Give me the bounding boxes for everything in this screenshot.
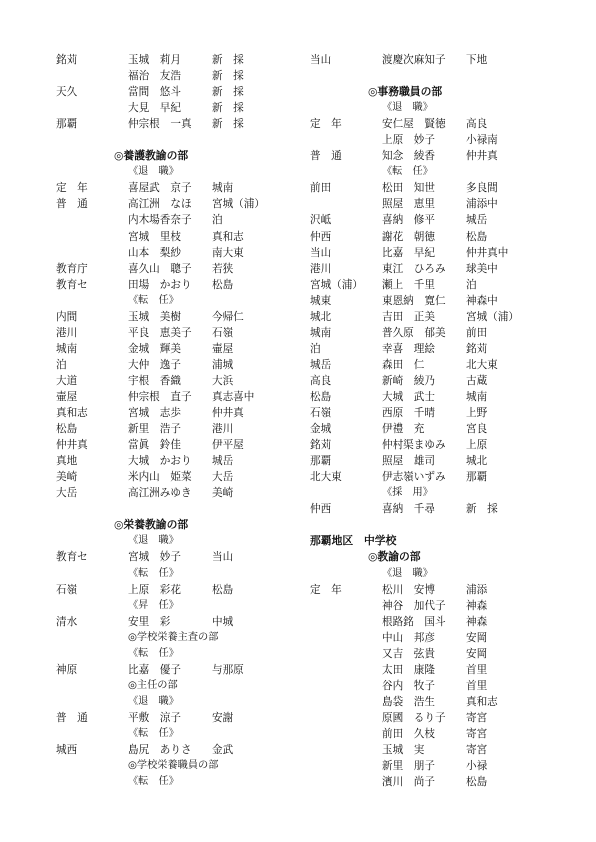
school-cell: 神原 [56, 663, 78, 676]
destination-cell: 真志喜中 [212, 390, 255, 403]
personnel-row [56, 437, 306, 453]
subsection-text: 《昇 任》 [128, 599, 179, 611]
name-cell: 玉城 莉月 [128, 54, 181, 66]
name-cell: 又吉 弦貴 [382, 647, 435, 660]
destination-cell: 新 採 [212, 102, 244, 115]
personnel-row [310, 116, 560, 132]
personnel-row [310, 598, 560, 614]
name-cell: 仲宗根 一真 [128, 118, 192, 131]
destination-cell: 宮城（浦） [466, 310, 519, 323]
personnel-row [310, 52, 560, 68]
name-cell: 普久原 郁美 [382, 326, 446, 339]
section-heading [310, 549, 560, 565]
school-cell: 仲西 [310, 503, 332, 516]
name-cell: 仲宗根 直子 [128, 390, 192, 403]
personnel-row [310, 453, 560, 469]
personnel-row [310, 261, 560, 277]
personnel-row [310, 373, 560, 389]
personnel-row [56, 549, 306, 565]
personnel-row [56, 309, 306, 325]
destination-cell: 大浜 [212, 374, 234, 387]
personnel-row [310, 309, 560, 325]
personnel-row [56, 341, 306, 357]
destination-cell: 神森中 [466, 294, 498, 307]
school-cell: 定 年 [310, 583, 342, 596]
name-cell: 仲村渠まゆみ [382, 439, 446, 452]
destination-cell: 与那原 [212, 663, 244, 676]
personnel-row [310, 694, 560, 710]
destination-cell: 小禄南 [466, 134, 498, 147]
destination-cell: 城岳 [212, 455, 234, 468]
name-cell: 安仁屋 賢徳 [382, 118, 446, 131]
subsection-label [56, 774, 306, 790]
destination-cell: 仲井真 [466, 150, 498, 163]
name-cell: 大見 早紀 [128, 102, 181, 115]
name-cell: 島袋 浩生 [382, 695, 435, 708]
school-cell: 普 通 [310, 150, 342, 163]
subsection-text: 《退 職》 [128, 166, 179, 178]
personnel-row [56, 277, 306, 293]
name-cell: 新崎 綾乃 [382, 374, 435, 387]
name-cell: 喜久山 聰子 [128, 262, 192, 275]
name-cell: 比嘉 優子 [128, 663, 181, 676]
destination-cell: 浦添中 [466, 198, 498, 211]
subsection-label [56, 630, 306, 646]
name-cell: 宇根 香織 [128, 374, 181, 387]
school-cell: 金城 [310, 423, 332, 436]
school-cell: 仲西 [310, 230, 332, 243]
name-cell: 神谷 加代子 [382, 599, 446, 612]
name-cell: 謝花 朝徳 [382, 230, 435, 243]
personnel-row [56, 662, 306, 678]
school-cell: 石嶺 [310, 407, 332, 420]
name-cell: 伊志嶺いずみ [382, 471, 446, 484]
school-cell: 港川 [310, 262, 332, 275]
destination-cell: 泊 [466, 278, 477, 291]
section-heading-text: ◎事務職員の部 [368, 85, 443, 99]
school-cell: 高良 [310, 374, 332, 387]
section-heading [56, 517, 306, 533]
blank-line [56, 501, 306, 517]
section-heading-text: ◎教諭の部 [368, 550, 421, 564]
personnel-row [56, 229, 306, 245]
destination-cell: 城南 [212, 182, 234, 195]
personnel-row [310, 758, 560, 774]
personnel-row [310, 357, 560, 373]
destination-cell: 中城 [212, 615, 234, 628]
subsection-label [310, 100, 560, 116]
name-cell: 内木場香奈子 [128, 214, 192, 227]
personnel-row [310, 245, 560, 261]
name-cell: 田場 かおり [128, 278, 192, 291]
name-cell: 渡慶次麻知子 [382, 54, 446, 66]
destination-cell: 新 採 [466, 503, 498, 516]
subsection-label [56, 646, 306, 662]
name-cell: 喜納 修平 [382, 214, 435, 227]
name-cell: 原國 るり子 [382, 711, 446, 724]
school-cell: 港川 [56, 326, 78, 339]
name-cell: 玉城 美樹 [128, 310, 181, 323]
destination-cell: 安岡 [466, 631, 488, 644]
name-cell: 照屋 雄司 [382, 455, 435, 468]
section-heading-text: ◎養護教諭の部 [114, 149, 189, 163]
personnel-row [310, 582, 560, 598]
subsection-text: ◎学校栄養主査の部 [128, 631, 219, 643]
personnel-row [56, 710, 306, 726]
school-cell: 定 年 [310, 118, 342, 131]
school-cell: 銘苅 [310, 439, 332, 452]
personnel-row [310, 726, 560, 742]
name-cell: 當間 悠斗 [128, 86, 181, 99]
personnel-row [310, 132, 560, 148]
destination-cell: 多良間 [466, 182, 498, 195]
school-cell: 真地 [56, 455, 78, 468]
personnel-row [310, 341, 560, 357]
name-cell: 中山 邦彦 [382, 631, 435, 644]
name-cell: 宮城 妙子 [128, 551, 181, 564]
personnel-row [310, 229, 560, 245]
destination-cell: 安謝 [212, 711, 234, 724]
name-cell: 伊禮 充 [382, 423, 425, 436]
subsection-label [56, 533, 306, 549]
destination-cell: 新 採 [212, 118, 244, 131]
personnel-row [310, 148, 560, 164]
school-cell: 壷屋 [56, 390, 78, 403]
school-cell: 教育セ [56, 551, 88, 564]
destination-cell: 球美中 [466, 262, 498, 275]
destination-cell: 宮良 [466, 423, 488, 436]
subsection-text: ◎主任の部 [128, 679, 178, 691]
school-cell: 松島 [310, 390, 332, 403]
subsection-label [310, 566, 560, 582]
personnel-row [56, 582, 306, 598]
school-cell: 城南 [56, 342, 78, 355]
name-cell: 濱川 尚子 [382, 776, 435, 789]
name-cell: 前田 久枝 [382, 727, 435, 740]
personnel-row [310, 774, 560, 790]
destination-cell: 那覇 [466, 471, 488, 484]
personnel-row [56, 453, 306, 469]
name-cell: 照屋 恵里 [382, 198, 435, 211]
destination-cell: 下地 [466, 54, 488, 66]
subsection-label [310, 485, 560, 501]
subsection-text: 《採 用》 [382, 487, 433, 499]
destination-cell: 城南 [466, 390, 488, 403]
destination-cell: 仲井真 [212, 407, 244, 420]
personnel-row [310, 678, 560, 694]
destination-cell: 城北 [466, 455, 488, 468]
destination-cell: 上野 [466, 407, 488, 420]
subsection-text: 《転 任》 [128, 567, 179, 579]
school-cell: 北大東 [310, 471, 342, 484]
personnel-row [310, 630, 560, 646]
destination-cell: 宮城（浦） [212, 198, 265, 211]
blank-line [310, 517, 560, 533]
section-heading [310, 533, 560, 549]
name-cell: 新里 浩子 [128, 423, 181, 436]
destination-cell: 北大東 [466, 358, 498, 371]
destination-cell: 若狭 [212, 262, 234, 275]
name-cell: 瀬上 千里 [382, 278, 435, 291]
blank-line [310, 68, 560, 84]
destination-cell: 神森 [466, 615, 488, 628]
destination-cell: 松島 [212, 583, 234, 596]
subsection-text: 《退 職》 [128, 695, 179, 707]
school-cell: 大道 [56, 374, 78, 387]
section-heading-text: 那覇地区 中学校 [310, 534, 397, 548]
school-cell: 教育セ [56, 278, 88, 291]
school-cell: 城東 [310, 294, 332, 307]
destination-cell: 真和志 [212, 230, 244, 243]
destination-cell: 寄宮 [466, 727, 488, 740]
school-cell: 銘苅 [56, 54, 78, 66]
destination-cell: 松島 [212, 278, 234, 291]
name-cell: 平敷 涼子 [128, 711, 181, 724]
personnel-row [310, 196, 560, 212]
name-cell: 松田 知世 [382, 182, 435, 195]
school-cell: 城南 [310, 326, 332, 339]
destination-cell: 新 採 [212, 86, 244, 99]
personnel-row [56, 357, 306, 373]
destination-cell: 古蔵 [466, 374, 488, 387]
name-cell: 吉田 正美 [382, 310, 435, 323]
subsection-text: 《退 職》 [382, 567, 433, 579]
subsection-label [56, 293, 306, 309]
name-cell: 大城 武士 [382, 390, 435, 403]
school-cell: 前田 [310, 182, 332, 195]
name-cell: 東恩納 寛仁 [382, 294, 446, 307]
personnel-row [56, 116, 306, 132]
personnel-row [56, 373, 306, 389]
personnel-row [310, 469, 560, 485]
name-cell: 福治 友浩 [128, 70, 181, 83]
personnel-row [56, 261, 306, 277]
school-cell: 仲井真 [56, 439, 88, 452]
subsection-text: ◎学校栄養職員の部 [128, 760, 219, 772]
personnel-row [310, 501, 560, 517]
school-cell: 泊 [310, 342, 321, 355]
name-cell: 宮城 里枝 [128, 230, 181, 243]
personnel-row [310, 646, 560, 662]
personnel-row [56, 485, 306, 501]
school-cell: 石嶺 [56, 583, 78, 596]
subsection-text: 《転 任》 [128, 776, 179, 788]
school-cell: 城岳 [310, 358, 332, 371]
personnel-row [56, 421, 306, 437]
personnel-row [56, 84, 306, 100]
destination-cell: 高良 [466, 118, 488, 131]
destination-cell: 壷屋 [212, 342, 234, 355]
destination-cell: 当山 [212, 551, 234, 564]
personnel-row [56, 212, 306, 228]
name-cell: 高江洲みゆき [128, 487, 192, 500]
personnel-row [310, 710, 560, 726]
destination-cell: 伊平屋 [212, 439, 244, 452]
personnel-row [310, 662, 560, 678]
blank-line [56, 132, 306, 148]
personnel-row [310, 277, 560, 293]
destination-cell: 泊 [212, 214, 223, 227]
school-cell: 当山 [310, 54, 332, 66]
subsection-label [56, 726, 306, 742]
destination-cell: 石嶺 [212, 326, 234, 339]
destination-cell: 首里 [466, 679, 488, 692]
subsection-text: 《退 職》 [128, 535, 179, 547]
personnel-row [310, 212, 560, 228]
subsection-label [310, 164, 560, 180]
school-cell: 定 年 [56, 182, 88, 195]
destination-cell: 新 採 [212, 70, 244, 83]
name-cell: 上原 彩花 [128, 583, 181, 596]
subsection-text: 《転 任》 [128, 294, 179, 306]
school-cell: 那覇 [56, 118, 78, 131]
school-cell: 城西 [56, 744, 78, 757]
destination-cell: 前田 [466, 326, 488, 339]
personnel-row [56, 614, 306, 630]
school-cell: 清水 [56, 615, 78, 628]
personnel-row [310, 437, 560, 453]
destination-cell: 神森 [466, 599, 488, 612]
school-cell: 教育庁 [56, 262, 88, 275]
school-cell: 那覇 [310, 455, 332, 468]
school-cell: 宮城（浦） [310, 278, 363, 291]
section-heading [56, 148, 306, 164]
name-cell: 森田 仁 [382, 358, 425, 371]
name-cell: 島尻 ありさ [128, 744, 192, 757]
destination-cell: 今帰仁 [212, 310, 244, 323]
personnel-row [56, 405, 306, 421]
personnel-row [310, 389, 560, 405]
school-cell: 真和志 [56, 407, 88, 420]
destination-cell: 城岳 [466, 214, 488, 227]
subsection-label [56, 164, 306, 180]
destination-cell: 浦城 [212, 358, 234, 371]
personnel-row [56, 389, 306, 405]
name-cell: 山本 梨紗 [128, 246, 181, 259]
destination-cell: 南大東 [212, 246, 244, 259]
name-cell: 新里 朋子 [382, 760, 435, 773]
destination-cell: 小禄 [466, 760, 488, 773]
name-cell: 當眞 鈴佳 [128, 439, 181, 452]
name-cell: 金城 輝美 [128, 342, 181, 355]
subsection-label [56, 758, 306, 774]
name-cell: 知念 綾香 [382, 150, 435, 163]
personnel-row [310, 405, 560, 421]
personnel-row [56, 325, 306, 341]
destination-cell: 安岡 [466, 647, 488, 660]
subsection-label [56, 694, 306, 710]
school-cell: 当山 [310, 246, 332, 259]
school-cell: 美崎 [56, 471, 78, 484]
school-cell: 大岳 [56, 487, 78, 500]
name-cell: 安里 彩 [128, 615, 171, 628]
right-column [310, 52, 560, 790]
name-cell: 米内山 姫菜 [128, 471, 192, 484]
destination-cell: 真和志 [466, 695, 498, 708]
school-cell: 松島 [56, 423, 78, 436]
personnel-row [310, 614, 560, 630]
destination-cell: 上原 [466, 439, 488, 452]
personnel-row [56, 245, 306, 261]
name-cell: 大城 かおり [128, 455, 192, 468]
name-cell: 太田 康隆 [382, 663, 435, 676]
subsection-label [56, 598, 306, 614]
school-cell: 内間 [56, 310, 78, 323]
personnel-row [56, 68, 306, 84]
destination-cell: 銘苅 [466, 342, 488, 355]
destination-cell: 港川 [212, 423, 234, 436]
subsection-text: 《退 職》 [382, 102, 433, 114]
name-cell: 大仲 逸子 [128, 358, 181, 371]
school-cell: 泊 [56, 358, 67, 371]
personnel-row [56, 180, 306, 196]
destination-cell: 美崎 [212, 487, 234, 500]
personnel-row [56, 100, 306, 116]
name-cell: 東江 ひろみ [382, 262, 446, 275]
personnel-row [56, 52, 306, 68]
destination-cell: 浦添 [466, 583, 488, 596]
school-cell: 天久 [56, 86, 78, 99]
name-cell: 玉城 実 [382, 744, 425, 757]
personnel-row [310, 742, 560, 758]
name-cell: 上原 妙子 [382, 134, 435, 147]
personnel-row [310, 293, 560, 309]
personnel-row [310, 421, 560, 437]
subsection-text: 《転 任》 [382, 166, 433, 178]
name-cell: 松川 安博 [382, 583, 435, 596]
destination-cell: 首里 [466, 663, 488, 676]
name-cell: 平良 恵美子 [128, 326, 192, 339]
destination-cell: 金武 [212, 744, 234, 757]
name-cell: 宮城 志歩 [128, 407, 181, 420]
section-heading [310, 84, 560, 100]
name-cell: 喜屋武 京子 [128, 182, 192, 195]
personnel-row [56, 742, 306, 758]
school-cell: 普 通 [56, 711, 88, 724]
personnel-row [310, 180, 560, 196]
destination-cell: 寄宮 [466, 711, 488, 724]
subsection-text: 《転 任》 [128, 647, 179, 659]
name-cell: 西原 千晴 [382, 407, 435, 420]
left-column [56, 52, 306, 790]
subsection-label [56, 566, 306, 582]
personnel-row [56, 469, 306, 485]
school-cell: 城北 [310, 310, 332, 323]
destination-cell: 松島 [466, 230, 488, 243]
subsection-label [56, 678, 306, 694]
name-cell: 比嘉 早紀 [382, 246, 435, 259]
name-cell: 谷内 牧子 [382, 679, 435, 692]
name-cell: 喜納 千尋 [382, 503, 435, 516]
personnel-row [56, 196, 306, 212]
name-cell: 幸喜 理絵 [382, 342, 435, 355]
subsection-text: 《転 任》 [128, 727, 179, 739]
destination-cell: 松島 [466, 776, 488, 789]
destination-cell: 寄宮 [466, 744, 488, 757]
name-cell: 高江洲 なほ [128, 198, 192, 211]
name-cell: 根路銘 国斗 [382, 615, 446, 628]
section-heading-text: ◎栄養教諭の部 [114, 518, 189, 532]
destination-cell: 新 採 [212, 54, 244, 66]
school-cell: 普 通 [56, 198, 88, 211]
destination-cell: 仲井真中 [466, 246, 509, 259]
personnel-row [310, 325, 560, 341]
school-cell: 沢岻 [310, 214, 332, 227]
destination-cell: 大岳 [212, 471, 234, 484]
